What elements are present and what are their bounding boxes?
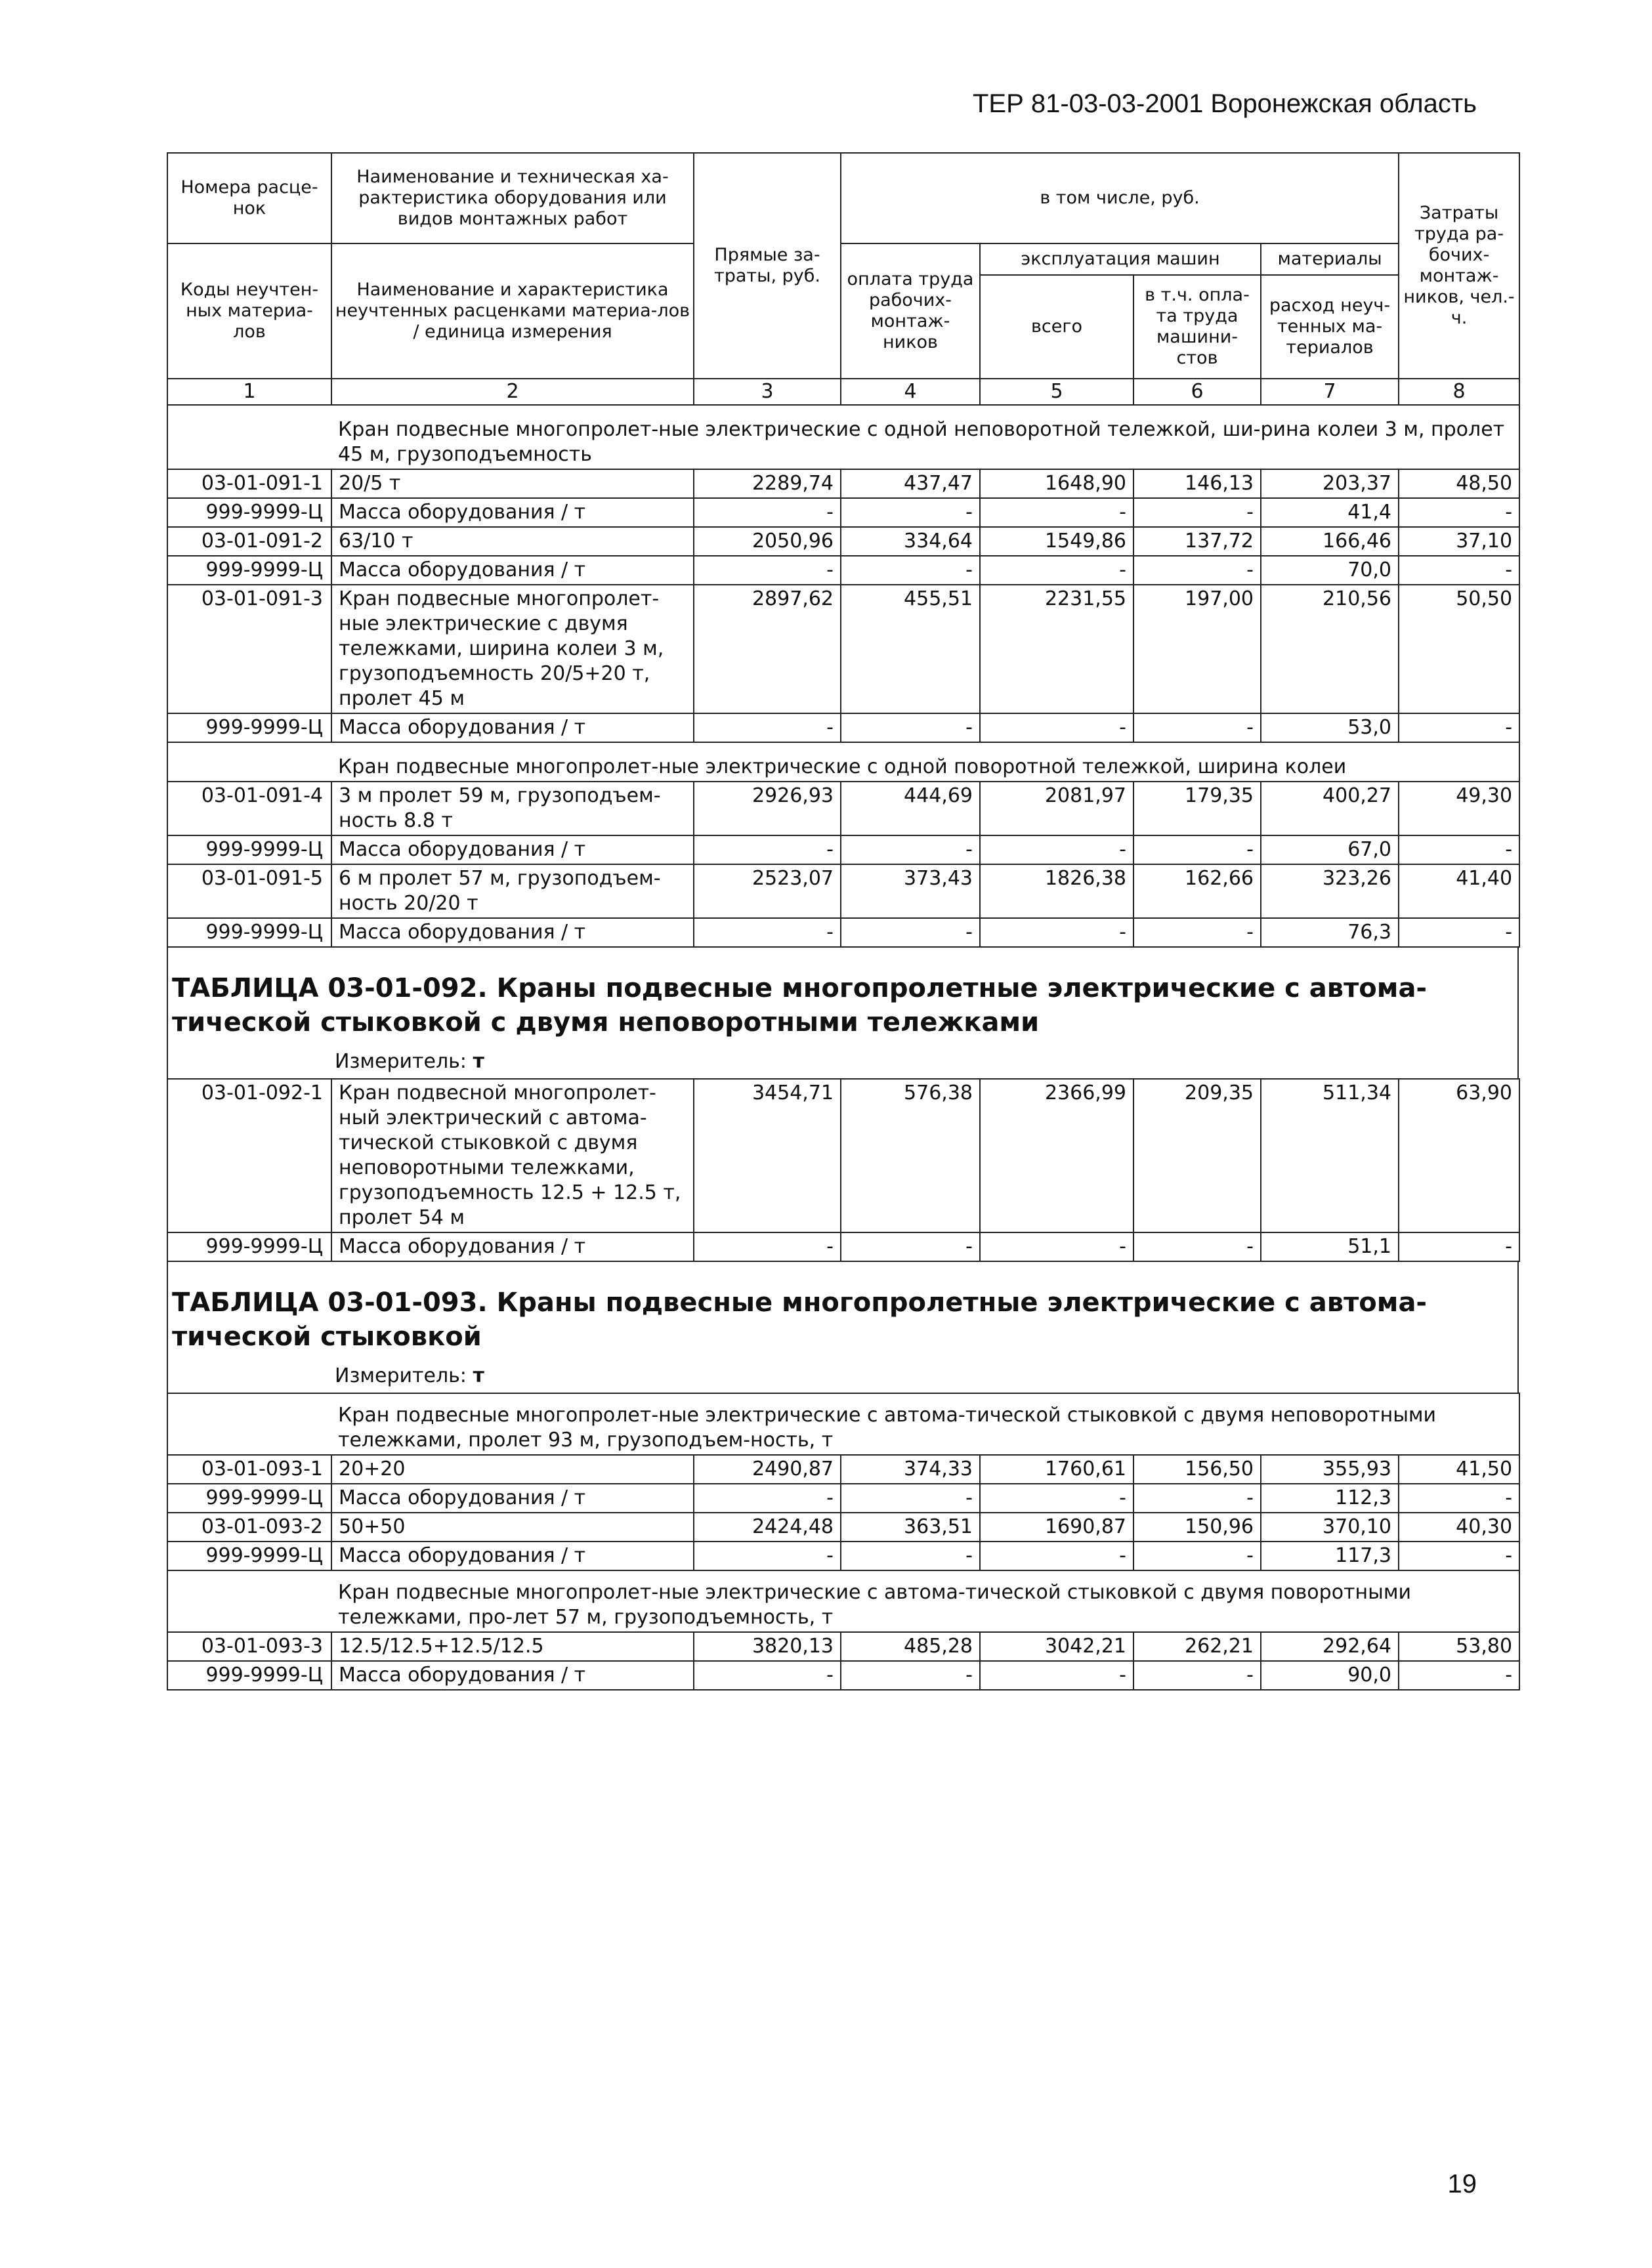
rate-code: 03-01-091-3 — [167, 585, 331, 713]
table-093-title: ТАБЛИЦА 03-01-093. Краны подвесные многопролетные электрические с автома-тической стыковкой — [167, 1262, 1519, 1358]
table-row — [167, 527, 1519, 556]
item-name: Масса оборудования / т — [331, 1542, 694, 1570]
value-cell: 334,64 — [841, 527, 980, 556]
value-cell: - — [1399, 498, 1519, 527]
rate-code: 999-9999-Ц — [167, 1484, 331, 1513]
table-row — [167, 469, 1519, 498]
value-cell: 2366,99 — [980, 1079, 1133, 1232]
value-cell: - — [1133, 1542, 1261, 1570]
value-cell: 48,50 — [1399, 469, 1519, 498]
value-cell: 2081,97 — [980, 782, 1133, 835]
column-number: 6 — [1133, 379, 1261, 405]
value-cell: 76,3 — [1261, 918, 1399, 947]
header-work-name: Наименование и техническая ха-рактеристика оборудования или видов монтажных работ — [331, 153, 694, 243]
value-cell: - — [694, 1542, 841, 1570]
group-title-row — [167, 1393, 1519, 1455]
header-materials: материалы — [1261, 243, 1399, 275]
table-row — [167, 1661, 1519, 1690]
value-cell: 444,69 — [841, 782, 980, 835]
column-number: 4 — [841, 379, 980, 405]
item-name: 12.5/12.5+12.5/12.5 — [331, 1632, 694, 1661]
value-cell: - — [694, 1484, 841, 1513]
header-machinist-pay: в т.ч. опла-та труда машини-стов — [1133, 275, 1261, 379]
value-cell: - — [694, 835, 841, 864]
table-092-meter — [167, 1043, 1519, 1078]
column-number: 8 — [1399, 379, 1519, 405]
item-name: Масса оборудования / т — [331, 713, 694, 742]
group-title: Кран подвесные многопролет-ные электрические с одной неповоротной тележкой, ши-рина колеи 3 м, пролет 45 м, грузоподъемность — [331, 406, 1519, 469]
item-name: Масса оборудования / т — [331, 1484, 694, 1513]
group-title: Кран подвесные многопролет-ные электрические с одной поворотной тележкой, ширина колеи — [331, 742, 1519, 782]
value-cell: - — [1133, 918, 1261, 947]
header-labor-hours: Затраты труда ра-бочих-монтаж-ников, чел.-ч. — [1399, 153, 1519, 379]
rate-code: 999-9999-Ц — [167, 1542, 331, 1570]
table-header — [167, 152, 1520, 406]
rate-code: 999-9999-Ц — [167, 556, 331, 585]
rate-code: 03-01-091-1 — [167, 469, 331, 498]
value-cell: 1760,61 — [980, 1455, 1133, 1484]
value-cell: 323,26 — [1261, 864, 1399, 918]
value-cell: 209,35 — [1133, 1079, 1261, 1232]
rate-code: 03-01-091-4 — [167, 782, 331, 835]
header-material-names: Наименование и характеристика неучтенных расценками материа-лов / единица измерения — [331, 243, 694, 379]
item-name: 3 м пролет 59 м, грузоподъем-ность 8.8 т — [331, 782, 694, 835]
rate-code: 999-9999-Ц — [167, 918, 331, 947]
value-cell: 374,33 — [841, 1455, 980, 1484]
item-name: 6 м пролет 57 м, грузоподъем-ность 20/20 т — [331, 864, 694, 918]
value-cell: 210,56 — [1261, 585, 1399, 713]
item-name: 20+20 — [331, 1455, 694, 1484]
value-cell: 576,38 — [841, 1079, 980, 1232]
value-cell: - — [1133, 713, 1261, 742]
value-cell: - — [980, 556, 1133, 585]
table-row — [167, 1513, 1519, 1542]
item-name: Масса оборудования / т — [331, 556, 694, 585]
value-cell: 511,34 — [1261, 1079, 1399, 1232]
value-cell: 437,47 — [841, 469, 980, 498]
item-name: Масса оборудования / т — [331, 918, 694, 947]
page-number: 19 — [1447, 2170, 1477, 2198]
value-cell: 2926,93 — [694, 782, 841, 835]
value-cell: 67,0 — [1261, 835, 1399, 864]
table-093-meter — [167, 1358, 1519, 1393]
meter-unit: т — [473, 1364, 484, 1387]
header-direct-costs: Прямые за-траты, руб. — [694, 153, 841, 379]
table-row — [167, 1542, 1519, 1570]
value-cell: - — [1399, 1484, 1519, 1513]
table-row — [167, 835, 1519, 864]
value-cell: 49,30 — [1399, 782, 1519, 835]
table-row — [167, 585, 1519, 713]
value-cell: 2490,87 — [694, 1455, 841, 1484]
value-cell: 41,4 — [1261, 498, 1399, 527]
value-cell: - — [841, 1542, 980, 1570]
value-cell: - — [1133, 498, 1261, 527]
item-name: Кран подвесные многопролет-ные электрические с двумя тележками, ширина колеи 3 м, грузоподъемность 20/5+20 т, пролет 45 м — [331, 585, 694, 713]
rate-code: 03-01-091-5 — [167, 864, 331, 918]
value-cell: - — [841, 835, 980, 864]
value-cell: - — [694, 1232, 841, 1261]
value-cell: 2289,74 — [694, 469, 841, 498]
header-machines-total: всего — [980, 275, 1133, 379]
rate-code: 999-9999-Ц — [167, 498, 331, 527]
value-cell: - — [1399, 918, 1519, 947]
item-name: Масса оборудования / т — [331, 498, 694, 527]
value-cell: 179,35 — [1133, 782, 1261, 835]
header-unaccounted-materials: расход неуч-тенных ма-териалов — [1261, 275, 1399, 379]
value-cell: 455,51 — [841, 585, 980, 713]
value-cell: 156,50 — [1133, 1455, 1261, 1484]
value-cell: - — [1399, 1661, 1519, 1690]
value-cell: 137,72 — [1133, 527, 1261, 556]
price-table-document — [167, 152, 1519, 1690]
item-name: Масса оборудования / т — [331, 1661, 694, 1690]
value-cell: - — [980, 1232, 1133, 1261]
column-number: 5 — [980, 379, 1133, 405]
value-cell: - — [980, 713, 1133, 742]
group-title: Кран подвесные многопролет-ные электрические с автома-тической стыковкой с двумя поворотными тележками, про-лет 57 м, грузоподъемность, т — [331, 1570, 1519, 1632]
meter-label: Измеритель: — [335, 1364, 467, 1387]
table-row — [167, 782, 1519, 835]
value-cell: - — [980, 1484, 1133, 1513]
rate-code: 999-9999-Ц — [167, 713, 331, 742]
value-cell: 41,40 — [1399, 864, 1519, 918]
item-name: 50+50 — [331, 1513, 694, 1542]
value-cell: - — [1399, 713, 1519, 742]
item-name: Кран подвесной многопролет-ный электрический с автома-тической стыковкой с двумя неповоротными тележками, грузоподъемность 12.5 + 12.5 т, пролет 54 м — [331, 1079, 694, 1232]
value-cell: - — [980, 835, 1133, 864]
value-cell: 2424,48 — [694, 1513, 841, 1542]
value-cell: - — [1133, 1484, 1261, 1513]
value-cell: 162,66 — [1133, 864, 1261, 918]
value-cell: - — [841, 1484, 980, 1513]
value-cell: 1648,90 — [980, 469, 1133, 498]
value-cell: 1826,38 — [980, 864, 1133, 918]
value-cell: - — [980, 1661, 1133, 1690]
value-cell: - — [694, 556, 841, 585]
value-cell: 2897,62 — [694, 585, 841, 713]
value-cell: - — [1399, 556, 1519, 585]
value-cell: 3454,71 — [694, 1079, 841, 1232]
value-cell: 70,0 — [1261, 556, 1399, 585]
item-name: 20/5 т — [331, 469, 694, 498]
item-name: Масса оборудования / т — [331, 1232, 694, 1261]
table-092-title: ТАБЛИЦА 03-01-092. Краны подвесные многопролетные электрические с автома-тической стыковкой с двумя неповоротными тележками — [167, 948, 1519, 1043]
value-cell: 203,37 — [1261, 469, 1399, 498]
item-name: Масса оборудования / т — [331, 835, 694, 864]
value-cell: - — [1399, 835, 1519, 864]
table-092-body — [167, 1078, 1520, 1262]
rate-code: 03-01-093-2 — [167, 1513, 331, 1542]
table-row — [167, 1632, 1519, 1661]
value-cell: 355,93 — [1261, 1455, 1399, 1484]
rate-code: 03-01-091-2 — [167, 527, 331, 556]
value-cell: - — [841, 1232, 980, 1261]
value-cell: 166,46 — [1261, 527, 1399, 556]
value-cell: - — [1133, 1232, 1261, 1261]
value-cell: - — [1133, 556, 1261, 585]
value-cell: 400,27 — [1261, 782, 1399, 835]
value-cell: - — [980, 918, 1133, 947]
group-title-row — [167, 742, 1519, 782]
running-head: ТЕР 81-03-03-2001 Воронежская область — [972, 89, 1477, 118]
table-row — [167, 864, 1519, 918]
value-cell: 53,0 — [1261, 713, 1399, 742]
table-row — [167, 1232, 1519, 1261]
table-093-body — [167, 1393, 1520, 1690]
value-cell: 3042,21 — [980, 1632, 1133, 1661]
value-cell: 292,64 — [1261, 1632, 1399, 1661]
value-cell: - — [694, 713, 841, 742]
value-cell: 1690,87 — [980, 1513, 1133, 1542]
value-cell: 2231,55 — [980, 585, 1133, 713]
value-cell: 63,90 — [1399, 1079, 1519, 1232]
rate-code: 999-9999-Ц — [167, 1232, 331, 1261]
header-machine-operation: эксплуатация машин — [980, 243, 1261, 275]
rate-code: 999-9999-Ц — [167, 835, 331, 864]
group-title-row — [167, 1570, 1519, 1632]
item-name: 63/10 т — [331, 527, 694, 556]
value-cell: - — [1133, 835, 1261, 864]
table-row — [167, 918, 1519, 947]
header-rate-number: Номера расце-нок — [167, 153, 331, 243]
table-row — [167, 498, 1519, 527]
column-number: 3 — [694, 379, 841, 405]
value-cell: 90,0 — [1261, 1661, 1399, 1690]
value-cell: - — [980, 498, 1133, 527]
value-cell: - — [1133, 1661, 1261, 1690]
header-material-codes: Коды неучтен-ных материа-лов — [167, 243, 331, 379]
value-cell: 146,13 — [1133, 469, 1261, 498]
value-cell: 40,30 — [1399, 1513, 1519, 1542]
value-cell: 112,3 — [1261, 1484, 1399, 1513]
rate-code: 999-9999-Ц — [167, 1661, 331, 1690]
column-numbers-row — [167, 379, 1519, 405]
header-including: в том числе, руб. — [841, 153, 1399, 243]
value-cell: 3820,13 — [694, 1632, 841, 1661]
column-number: 7 — [1261, 379, 1399, 405]
rate-code: 03-01-092-1 — [167, 1079, 331, 1232]
value-cell: - — [841, 498, 980, 527]
table-row — [167, 1079, 1519, 1232]
value-cell: - — [841, 1661, 980, 1690]
group-title: Кран подвесные многопролет-ные электрические с автома-тической стыковкой с двумя неповоротными тележками, пролет 93 м, грузоподъем-ность, т — [331, 1393, 1519, 1455]
value-cell: 1549,86 — [980, 527, 1133, 556]
value-cell: 2050,96 — [694, 527, 841, 556]
value-cell: - — [694, 918, 841, 947]
rate-code: 03-01-093-3 — [167, 1632, 331, 1661]
value-cell: 485,28 — [841, 1632, 980, 1661]
meter-unit: т — [473, 1050, 484, 1073]
value-cell: 37,10 — [1399, 527, 1519, 556]
header-worker-pay: оплата труда рабочих-монтаж-ников — [841, 243, 980, 379]
section-091 — [167, 406, 1520, 948]
table-row — [167, 713, 1519, 742]
value-cell: 53,80 — [1399, 1632, 1519, 1661]
table-row — [167, 556, 1519, 585]
value-cell: - — [980, 1542, 1133, 1570]
rate-code: 03-01-093-1 — [167, 1455, 331, 1484]
value-cell: - — [841, 556, 980, 585]
value-cell: 2523,07 — [694, 864, 841, 918]
value-cell: - — [841, 713, 980, 742]
column-number: 2 — [331, 379, 694, 405]
group-title-row — [167, 406, 1519, 469]
value-cell: 363,51 — [841, 1513, 980, 1542]
value-cell: - — [1399, 1232, 1519, 1261]
value-cell: - — [694, 1661, 841, 1690]
table-row — [167, 1484, 1519, 1513]
value-cell: - — [694, 498, 841, 527]
value-cell: - — [841, 918, 980, 947]
value-cell: 117,3 — [1261, 1542, 1399, 1570]
column-number: 1 — [167, 379, 331, 405]
table-row — [167, 1455, 1519, 1484]
value-cell: 373,43 — [841, 864, 980, 918]
value-cell: 370,10 — [1261, 1513, 1399, 1542]
value-cell: 150,96 — [1133, 1513, 1261, 1542]
value-cell: 50,50 — [1399, 585, 1519, 713]
value-cell: 262,21 — [1133, 1632, 1261, 1661]
value-cell: 197,00 — [1133, 585, 1261, 713]
value-cell: 41,50 — [1399, 1455, 1519, 1484]
value-cell: 51,1 — [1261, 1232, 1399, 1261]
value-cell: - — [1399, 1542, 1519, 1570]
meter-label: Измеритель: — [335, 1050, 467, 1073]
